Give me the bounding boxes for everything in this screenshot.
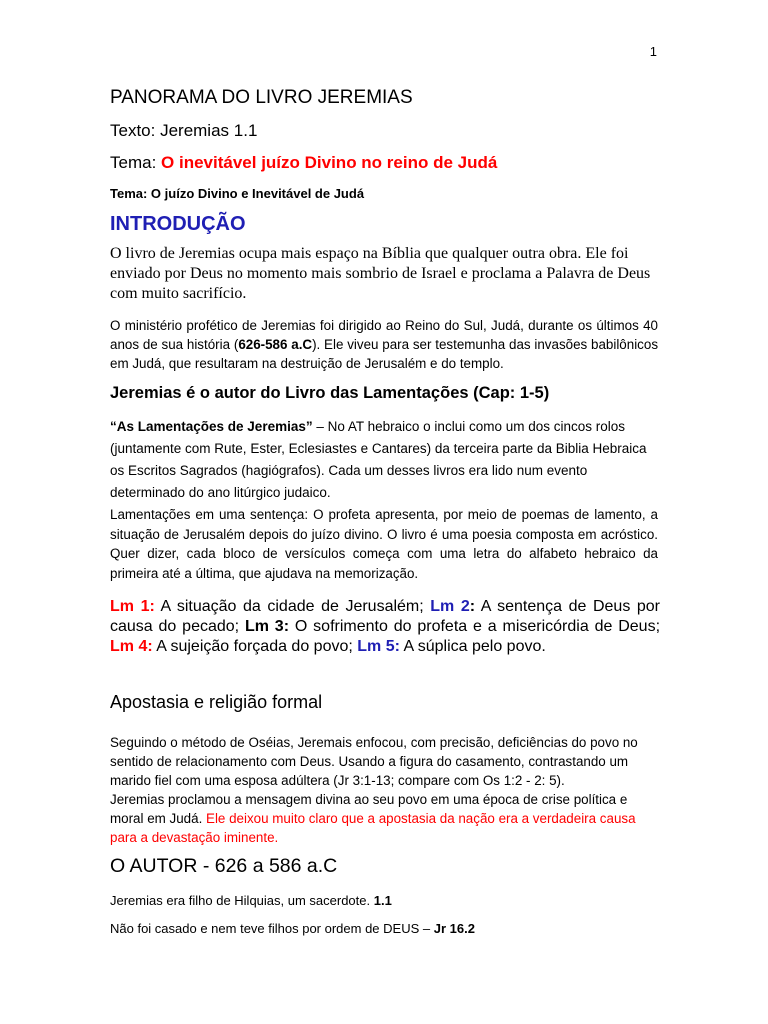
author-line-2-text: Não foi casado e nem teve filhos por ordem de DEUS – [110,921,434,936]
lm2-text: A sentença de Deus por causa do pecado; [110,598,661,635]
apostasia-p2-red-text: Ele deixou muito claro que a apostasia da nação era a verdadeira causa para a devastação iminente. [110,811,636,845]
author-line-1 [110,893,392,908]
lm5-label: Lm 5: [357,638,400,655]
document-title: PANORAMA DO LIVRO JEREMIAS [110,87,413,108]
lamentations-quote: “As Lamentações de Jeremias” [110,419,313,434]
lm2-colon: : [469,598,476,615]
ministry-dates: 626-586 a.C [238,337,313,352]
tema-value: O inevitável juízo Divino no reino de Judá [161,153,498,172]
intro-heading: INTRODUÇÃO [110,213,246,235]
ministry-text-before: O ministério profético de Jeremias foi dirigido ao Reino do Sul, Judá, durante os últimos 40 anos de sua história ( [110,318,658,352]
apostasia-paragraph-1: Seguindo o método de Oséias, Jeremais enfocou, com precisão, deficiências do povo no sentido de relacionamento com Deus. Usando a figura do casamento, contrastando um marido fiel com uma esposa adúltera (Jr 3:1-13; compare com Os 1:2 - 2: 5). [110,735,638,788]
intro-paragraph: O livro de Jeremias ocupa mais espaço na Bíblia que qualquer outra obra. Ele foi enviado por Deus no momento mais sombrio de Israel e proclama a Palavra de Deus com muito sacrifício. [110,245,651,302]
tema-line [110,153,497,173]
lm5-text: A súplica pelo povo. [399,638,546,655]
lm3-text: O sofrimento do profeta e a misericórdia de Deus; [289,618,661,635]
apostasia-paragraph-2 [110,790,660,847]
apostasia-p2-text: Jeremias proclamou a mensagem divina ao seu povo em uma época de crise política e moral em Judá. [110,792,628,826]
author-line-2-ref: Jr 16.2 [433,921,475,936]
author-line-2 [110,921,475,936]
tema-secondary-line: Tema: O juízo Divino e Inevitável de Judá [110,186,365,201]
lamentations-heading: Jeremias é o autor do Livro das Lamentações (Cap: 1-5) [110,384,550,402]
lm4-label: Lm 4: [110,638,153,655]
author-line-1-ref: 1.1 [373,893,392,908]
texto-line: Texto: Jeremias 1.1 [110,121,258,140]
lm-summary-paragraph [110,597,660,657]
author-line-1-text: Jeremias era filho de Hilquias, um sacerdote. [110,893,374,908]
ministry-paragraph [110,316,658,373]
lm3-label: Lm 3: [244,618,290,635]
apostasia-heading: Apostasia e religião formal [110,692,323,712]
page-number: 1 [649,44,657,59]
lamentations-text: – No AT hebraico o inclui como um dos cincos rolos (juntamente com Rute, Ester, Eclesiastes e Cantares) da terceira parte da Biblia Hebraica os Escritos Sagrados (hagiógrafos). Cada um desses livros era lido num evento determinado do ano litúrgico judaico. [110,419,647,500]
author-heading: O AUTOR - 626 a 586 a.C [110,855,338,877]
lm1-label: Lm 1: [110,598,155,615]
lm2-label: Lm 2 [430,598,470,615]
sentence-paragraph: Lamentações em uma sentença: O profeta apresenta, por meio de poemas de lamento, a situação de Jerusalém depois do juízo divino. O livro é uma poesia composta em acróstico. Quer dizer, cada bloco de versículos começa com uma letra do alfabeto hebraico da primeira até a última, que ajudava na memorização. [110,507,658,581]
tema-label: Tema: [110,153,162,172]
lm4-text: A sujeição forçada do povo; [152,638,358,655]
lm1-text: A situação da cidade de Jerusalém; [154,598,431,615]
ministry-text-after: ). Ele viveu para ser testemunha das invasões babilônicos em Judá, que resultaram na destruição de Jerusalém e do templo. [110,337,659,371]
apostasia-section [110,733,660,847]
lamentations-paragraph [110,416,658,504]
